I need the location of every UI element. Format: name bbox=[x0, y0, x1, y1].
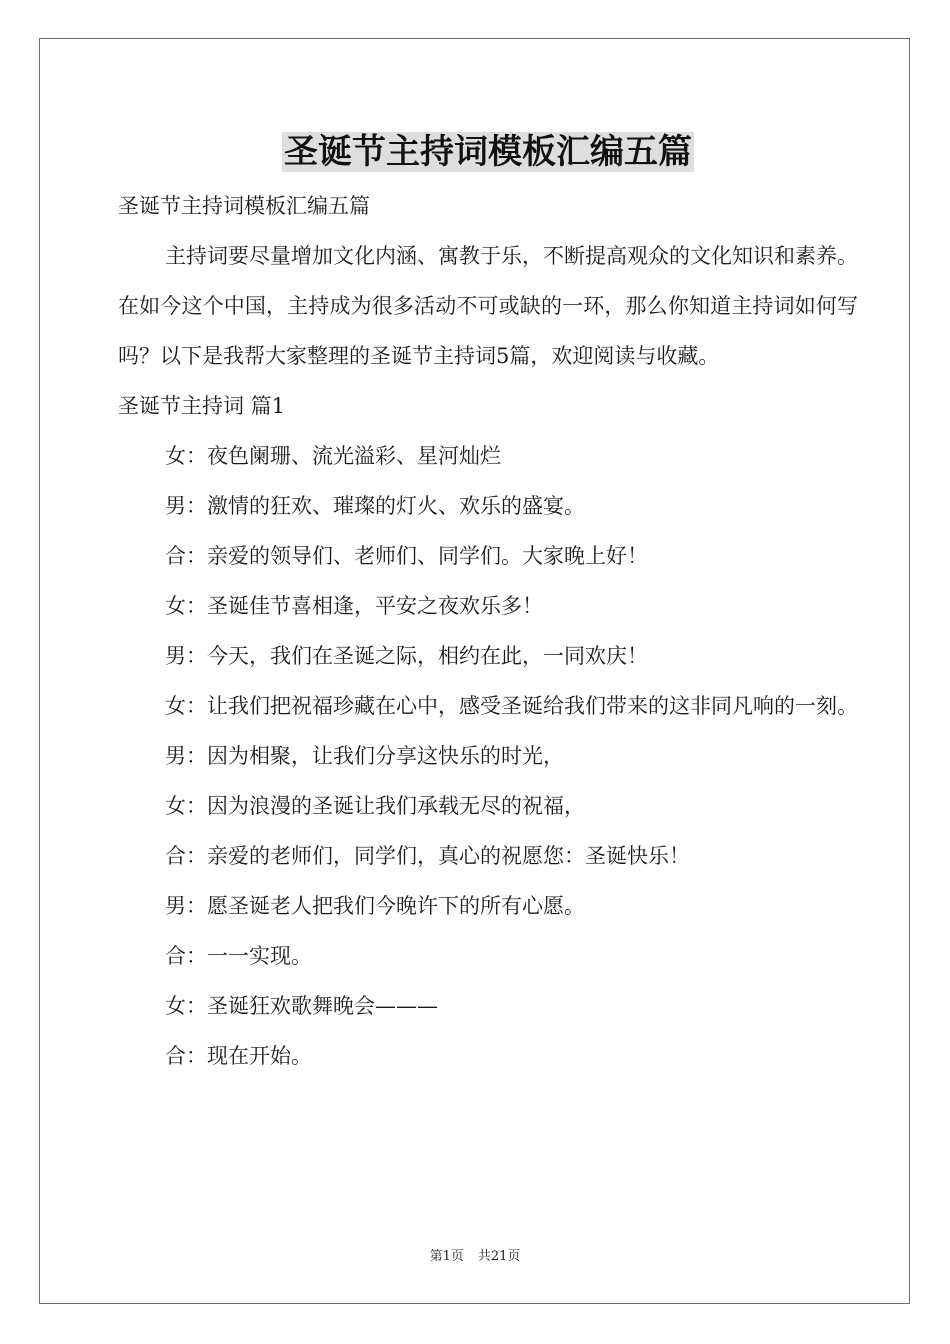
intro-paragraph: 主持词要尽量增加文化内涵、寓教于乐，不断提高观众的文化知识和素养。在如今这个中国，主持成为很多活动不可或缺的一环，那么你知道主持词如何写吗？以下是我帮大家整理的圣诞节主持词5篇，欢迎阅读与收藏。 bbox=[118, 244, 858, 368]
dialogue-line: 合：一一实现。 bbox=[165, 944, 312, 968]
document-body bbox=[118, 127, 858, 1081]
document-page bbox=[39, 38, 910, 1304]
dialogue-line: 男：愿圣诞老人把我们今晚许下的所有心愿。 bbox=[165, 894, 585, 918]
dialogue-line: 合：现在开始。 bbox=[165, 1044, 312, 1068]
page-footer bbox=[0, 1245, 950, 1264]
document-subtitle: 圣诞节主持词模板汇编五篇 bbox=[118, 194, 370, 218]
dialogue-line: 女：因为浪漫的圣诞让我们承载无尽的祝福， bbox=[165, 794, 585, 818]
dialogue-line: 女：圣诞狂欢歌舞晚会——— bbox=[165, 994, 438, 1018]
dialogue-line: 男：今天，我们在圣诞之际，相约在此，一同欢庆！ bbox=[165, 644, 648, 668]
dialogue-line: 男：因为相聚，让我们分享这快乐的时光， bbox=[165, 744, 564, 768]
page-number: 第1页 bbox=[429, 1249, 464, 1264]
section-heading: 圣诞节主持词 篇1 bbox=[118, 394, 286, 418]
dialogue-line: 女：圣诞佳节喜相逢，平安之夜欢乐多！ bbox=[165, 594, 543, 618]
page-total: 共21页 bbox=[477, 1249, 521, 1264]
dialogue-line: 合：亲爱的老师们，同学们，真心的祝愿您：圣诞快乐！ bbox=[165, 844, 690, 868]
dialogue-line: 合：亲爱的领导们、老师们、同学们。大家晚上好！ bbox=[165, 544, 648, 568]
dialogue-line: 女：让我们把祝福珍藏在心中，感受圣诞给我们带来的这非同凡响的一刻。 bbox=[165, 694, 858, 718]
dialogue-line: 女：夜色阑珊、流光溢彩、星河灿烂 bbox=[165, 444, 501, 468]
dialogue-line: 男：激情的狂欢、璀璨的灯火、欢乐的盛宴。 bbox=[165, 494, 585, 518]
document-title-text: 圣诞节主持词模板汇编五篇 bbox=[284, 132, 692, 172]
document-title bbox=[118, 127, 858, 177]
